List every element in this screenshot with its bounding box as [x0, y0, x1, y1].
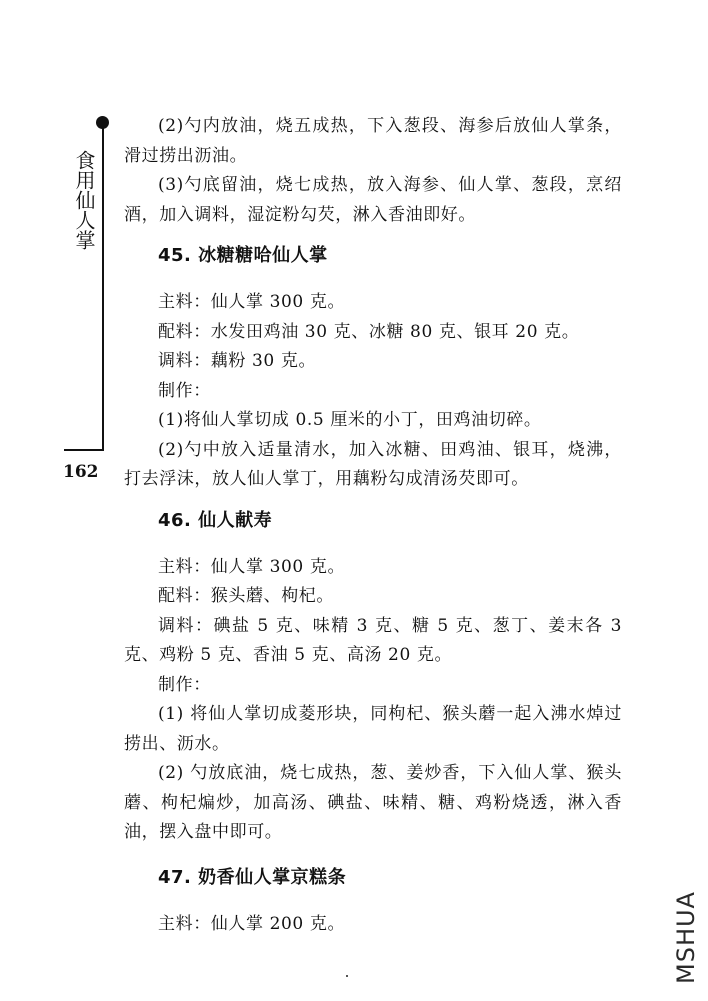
method-label: 制作：	[158, 380, 211, 401]
recipe-heading-47: 47. 奶香仙人掌京糕条	[158, 866, 347, 888]
margin-bullet-dot	[96, 116, 109, 129]
seasonings: 调料：藕粉 30 克。	[158, 351, 317, 371]
paragraph: (3)勺底留油，烧七成热，放入海参、仙人掌、葱段，烹绍酒，加入调料，湿淀粉勾芡，淋入香油即好。	[124, 175, 622, 225]
paragraph: (2)勺内放油，烧五成热，下入葱段、海参后放仙人掌条，滑过捞出沥油。	[124, 116, 622, 166]
text-column	[124, 112, 622, 939]
side-ingredients: 配料：水发田鸡油 30 克、冰糖 80 克、银耳 20 克。	[158, 321, 580, 342]
page-number: 162	[63, 462, 99, 482]
scan-speck	[346, 975, 348, 977]
method-label: 制作：	[158, 674, 211, 695]
method-step: (2) 勺放底油，烧七成热，葱、姜炒香，下入仙人掌、猴头蘑、枸杞煸炒，加高汤、碘盐、味精、糖、鸡粉烧透，淋入香油，摆入盘中即可。	[124, 763, 622, 842]
method-step: (1) 将仙人掌切成菱形块，同枸杞、猴头蘑一起入沸水焯过捞出、沥水。	[124, 704, 622, 754]
main-ingredient: 主料：仙人掌 200 克。	[158, 913, 346, 934]
running-header-title: 食用仙人掌	[72, 150, 96, 250]
method-step: (2)勺中放入适量清水，加入冰糖、田鸡油、银耳，烧沸，打去浮沫，放人仙人掌丁，用藕粉勾成清汤芡即可。	[124, 439, 622, 489]
main-ingredient: 主料：仙人掌 300 克。	[158, 292, 346, 312]
watermark: MSHUA	[672, 891, 700, 984]
main-ingredient: 主料：仙人掌 300 克。	[158, 556, 346, 577]
margin-rule	[102, 120, 104, 450]
page-number-rule	[64, 449, 104, 451]
seasonings: 调料：碘盐 5 克、味精 3 克、糖 5 克、葱丁、姜末各 3 克、鸡粉 5 克、香油 5 克、高汤 20 克。	[124, 615, 622, 665]
side-ingredients: 配料：猴头蘑、枸杞。	[158, 586, 334, 606]
recipe-heading-45: 45. 冰糖糖哈仙人掌	[158, 245, 328, 266]
recipe-heading-46: 46. 仙人献寿	[158, 509, 273, 531]
method-step: (1)将仙人掌切成 0.5 厘米的小丁，田鸡油切碎。	[158, 410, 542, 430]
